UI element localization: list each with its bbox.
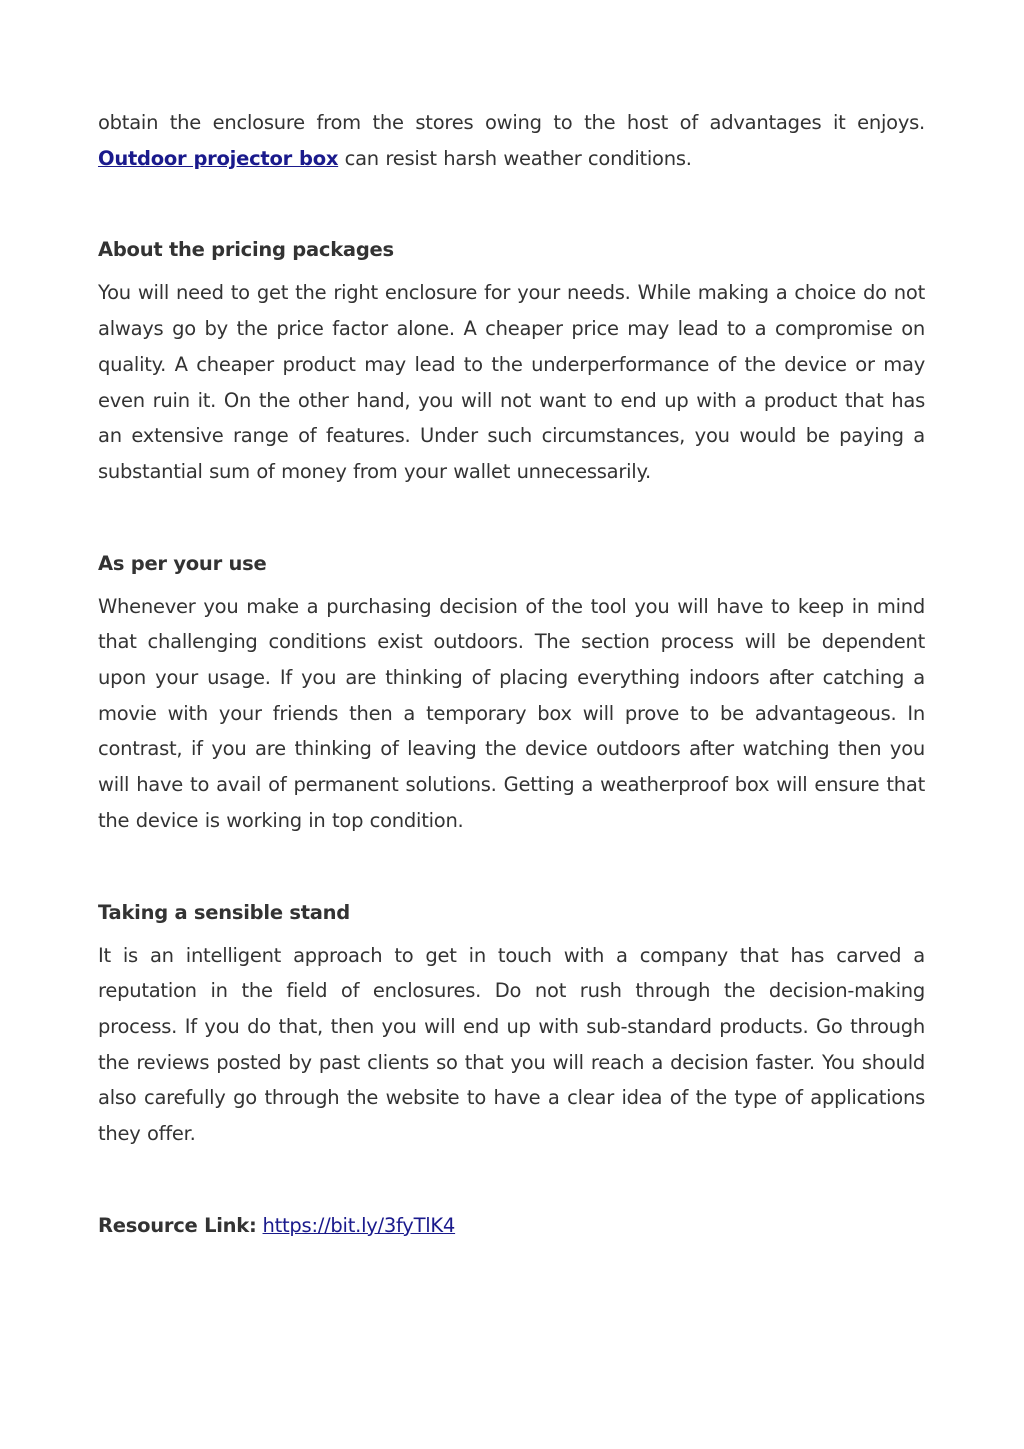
document-page	[98, 105, 925, 1243]
section-sensible-stand	[98, 895, 925, 1152]
intro-text-before: obtain the enclosure from the stores owing to the host of advantages it enjoys.	[98, 111, 925, 134]
resource-url-link[interactable]: https://bit.ly/3fyTlK4	[262, 1213, 456, 1237]
section-heading: As per your use	[98, 551, 267, 575]
section-use	[98, 546, 925, 839]
resource-label: Resource Link:	[98, 1213, 257, 1237]
outdoor-projector-box-link[interactable]: Outdoor projector box	[98, 146, 339, 170]
resource-link-line	[98, 1208, 925, 1243]
section-body: It is an intelligent approach to get in touch with a company that has carved a reputation in the field of enclosures. Do not rush through the decision-making process. If you do that, then you will end up with sub-standard products. Go through the reviews posted by past clients so that you will reach a decision faster. You should also carefully go through the website to have a clear idea of the type of applications they offer.	[98, 943, 925, 1146]
intro-paragraph	[98, 105, 925, 176]
section-body: You will need to get the right enclosure for your needs. While making a choice do not always go by the price factor alone. A cheaper price may lead to a compromise on quality. A cheaper product may lead to the underperformance of the device or may even ruin it. On the other hand, you will not want to end up with a product that has an extensive range of features. Under such circumstances, you would be paying a substantial sum of money from your wallet unnecessarily.	[98, 281, 925, 483]
section-heading: Taking a sensible stand	[98, 900, 351, 924]
section-pricing	[98, 232, 925, 489]
section-body: Whenever you make a purchasing decision of the tool you will have to keep in mind that challenging conditions exist outdoors. The section process will be dependent upon your usage. If you are thinking of placing everything indoors after catching a movie with your friends then a temporary box will prove to be advantageous. In contrast, if you are thinking of leaving the device outdoors after watching then you will have to avail of permanent solutions. Getting a weatherproof box will ensure that the device is working in top condition.	[98, 594, 925, 832]
intro-text-after: can resist harsh weather conditions.	[338, 146, 692, 170]
section-heading: About the pricing packages	[98, 238, 394, 262]
